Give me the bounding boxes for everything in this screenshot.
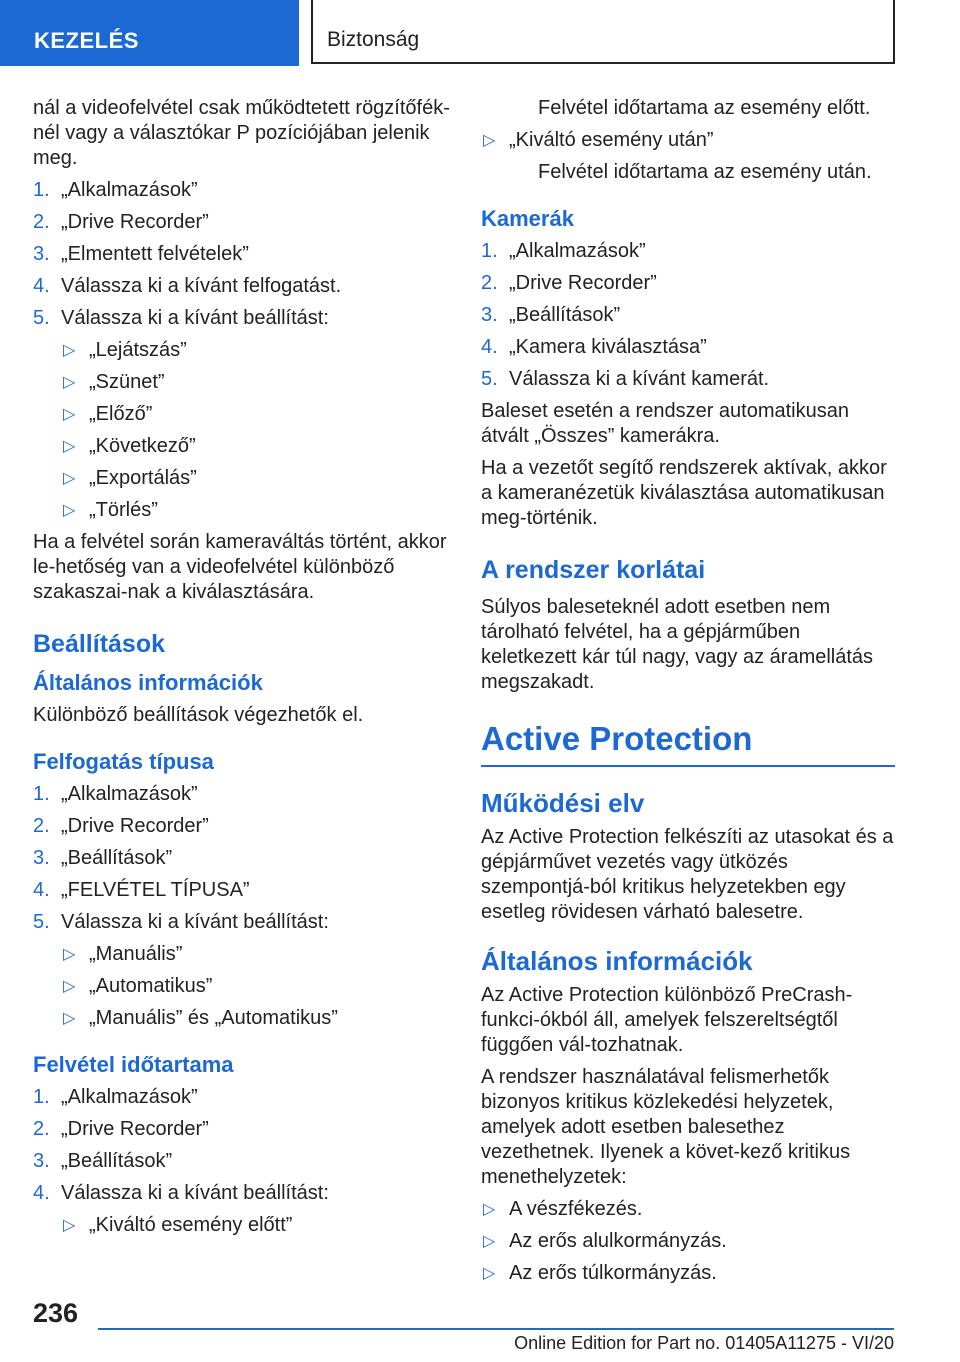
heading-recording-duration: Felvétel időtartama [33, 1052, 234, 1077]
triangle-bullet-icon: ▷ [63, 438, 76, 455]
after-event-description: Felvétel időtartama az esemény után. [538, 161, 872, 183]
triangle-bullet-icon: ▷ [483, 132, 496, 149]
list-item: 1. „Alkalmazások” [33, 783, 198, 805]
heading-recording-type: Felfogatás típusa [33, 749, 214, 774]
options-list-duration [33, 1213, 453, 1238]
triangle-bullet-icon: ▷ [63, 374, 76, 391]
edition-info: Online Edition for Part no. 01405A11275 - VI/20 [514, 1333, 894, 1353]
page-number: 236 [33, 1298, 79, 1328]
list-item: ▷ A vészfékezés. [483, 1198, 643, 1220]
intro-paragraph: nál a videofelvétel csak működtetett rögzítőfék-nél vagy a választókar P pozíciójában jelenik meg. [33, 97, 450, 169]
footer-divider [98, 1328, 894, 1330]
steps-list-duration [33, 1085, 453, 1206]
list-item: ▷ „Kiváltó esemény után” [483, 129, 714, 151]
triangle-bullet-icon: ▷ [63, 502, 76, 519]
list-item: ▷ „Előző” [63, 403, 153, 425]
triangle-bullet-icon: ▷ [483, 1265, 496, 1282]
list-item: ▷ „Törlés” [63, 499, 158, 521]
list-item: 3. „Elmentett felvételek” [33, 243, 249, 265]
camera-switch-paragraph: Ha a felvétel során kameraváltás történt, akkor le-hetőség van a videofelvétel különböző szakaszai-nak a kiválasztására. [33, 531, 447, 603]
triangle-bullet-icon: ▷ [63, 1217, 76, 1234]
list-item: 3. „Beállítások” [481, 304, 621, 326]
list-item: ▷ „Exportálás” [63, 467, 197, 489]
list-item: ▷ „Szünet” [63, 371, 165, 393]
section-tab: KEZELÉS [0, 0, 299, 66]
list-item: ▷ „Következő” [63, 435, 196, 457]
list-item: ▷ Az erős alulkormányzás. [483, 1230, 727, 1252]
list-item: ▷ „Lejátszás” [63, 339, 187, 361]
right-column [481, 96, 895, 1293]
triangle-bullet-icon: ▷ [63, 342, 76, 359]
list-item: 5. Válassza ki a kívánt kamerát. [481, 368, 770, 390]
heading-system-limits: A rendszer korlátai [481, 556, 706, 584]
list-item: ▷ Az erős túlkormányzás. [483, 1262, 717, 1284]
heading-principle: Működési elv [481, 788, 645, 818]
chapter-title: Biztonság [311, 0, 895, 64]
list-item: ▷ „Manuális” [63, 943, 183, 965]
heading-active-protection: Active Protection [481, 719, 895, 767]
list-item: 1. „Alkalmazások” [481, 240, 646, 262]
steps-list-cameras [481, 239, 895, 392]
triangle-bullet-icon: ▷ [63, 406, 76, 423]
options-list-after [453, 128, 895, 153]
before-event-description: Felvétel időtartama az esemény előtt. [538, 97, 871, 119]
triangle-bullet-icon: ▷ [63, 470, 76, 487]
list-item: 3. „Beállítások” [33, 1150, 173, 1172]
triangle-bullet-icon: ▷ [63, 978, 76, 995]
options-list-type [33, 942, 453, 1031]
triangle-bullet-icon: ▷ [63, 946, 76, 963]
list-item: 4. Válassza ki a kívánt beállítást: [33, 1182, 329, 1204]
list-item: ▷ „Kiváltó esemény előtt” [63, 1214, 293, 1236]
general-info-paragraph: Különböző beállítások végezhetők el. [33, 704, 364, 726]
list-item: 1. „Alkalmazások” [33, 1086, 198, 1108]
options-list-playback [33, 338, 453, 523]
accident-paragraph: Baleset esetén a rendszer automatikusan átvált „Összes” kamerákra. [481, 400, 849, 447]
page-header [0, 0, 960, 66]
list-item: 4. „FELVÉTEL TÍPUSA” [33, 879, 250, 901]
principle-paragraph: Az Active Protection felkészíti az utasokat és a gépjárművet vezetés vagy ütközés szempontjá-ból kritikus helyzetekben egy esetleg rövidesen várható balesetre. [481, 826, 894, 923]
heading-cameras: Kamerák [481, 206, 574, 231]
general-info-paragraph-b: A rendszer használatával felismerhetők bizonyos kritikus közlekedési helyzetek, amelyek adott esetben balesethez vezethetnek. Ilyenek a követ-kező kritikus menethelyzetek: [481, 1066, 851, 1188]
critical-situations-list [481, 1197, 895, 1286]
list-item: 5. Válassza ki a kívánt beállítást: [33, 307, 329, 329]
list-item: 3. „Beállítások” [33, 847, 173, 869]
heading-general-info-2: Általános információk [481, 946, 753, 976]
list-item: ▷ „Automatikus” [63, 975, 213, 997]
list-item: 2. „Drive Recorder” [33, 1118, 209, 1140]
steps-list-playback [33, 178, 453, 331]
heading-settings: Beállítások [33, 630, 166, 658]
triangle-bullet-icon: ▷ [63, 1010, 76, 1027]
list-item: ▷ „Manuális” és „Automatikus” [63, 1007, 338, 1029]
triangle-bullet-icon: ▷ [483, 1201, 496, 1218]
assist-paragraph: Ha a vezetőt segítő rendszerek aktívak, akkor a kameranézetük kiválasztása automatikusan meg-történik. [481, 457, 887, 529]
list-item: 2. „Drive Recorder” [481, 272, 657, 294]
triangle-bullet-icon: ▷ [483, 1233, 496, 1250]
list-item: 1. „Alkalmazások” [33, 179, 198, 201]
list-item: 2. „Drive Recorder” [33, 211, 209, 233]
left-column [33, 96, 453, 1245]
heading-general-info: Általános információk [33, 670, 263, 695]
list-item: 4. „Kamera kiválasztása” [481, 336, 707, 358]
limits-paragraph: Súlyos baleseteknél adott esetben nem tárolható felvétel, ha a gépjárműben keletkezett kár túl nagy, vagy az áramellátás megszakadt. [481, 596, 874, 693]
general-info-paragraph-a: Az Active Protection különböző PreCrash-funkci-ókból áll, amelyek felszereltségtől függően vál-tozhatnak. [481, 984, 853, 1056]
list-item: 2. „Drive Recorder” [33, 815, 209, 837]
list-item: 4. Válassza ki a kívánt felfogatást. [33, 275, 342, 297]
list-item: 5. Válassza ki a kívánt beállítást: [33, 911, 329, 933]
steps-list-type [33, 782, 453, 935]
